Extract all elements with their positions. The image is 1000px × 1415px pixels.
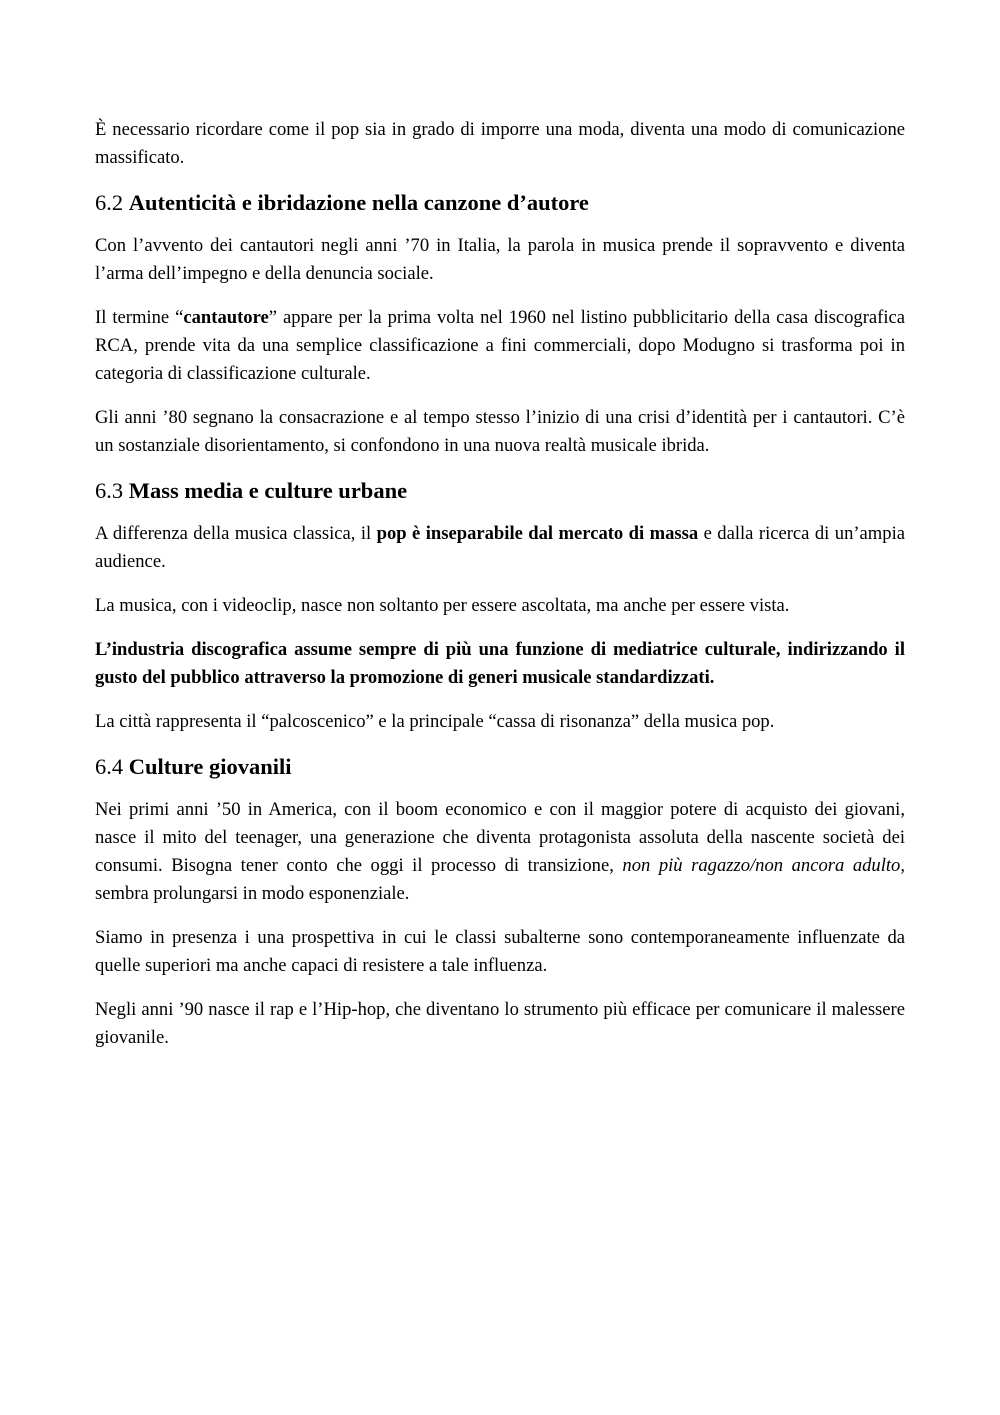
- text-run: e dalla ricerca di un’ampia audience.: [95, 523, 905, 572]
- text-run: Nei primi anni ’50 in America, con il boom economico e con il maggior potere di acquisto dei giovani, nasce il mito del teenager, una generazione che diventa protagonista assoluta della nascente società dei consumi. Bisogna tener conto che oggi il processo di transizione,: [95, 799, 905, 876]
- italic-phrase: non più ragazzo/non ancora adulto: [622, 855, 901, 876]
- section-title: Mass media e culture urbane: [128, 478, 408, 503]
- bold-term: cantautore: [183, 307, 269, 328]
- text-run: Il termine “: [95, 307, 184, 328]
- text-run: ” appare per la prima volta nel 1960 nel listino pubblicitario della casa discografica RCA, prende vita da una semplice classificazione a fini commerciali, dopo Modugno si trasforma poi in categoria di classificazione culturale.: [95, 307, 906, 384]
- text-run: , sembra prolungarsi in modo esponenziale.: [95, 855, 905, 904]
- section-number: 6.2: [95, 190, 124, 215]
- document-page: [95, 116, 905, 1068]
- section-number: 6.4: [95, 754, 124, 779]
- paragraph-pop-fashion: È necessario ricordare come il pop sia in grado di imporre una moda, diventa una modo di comunicazione massificato.: [95, 119, 905, 168]
- paragraph-videoclip: La musica, con i videoclip, nasce non soltanto per essere ascoltata, ma anche per essere vista.: [95, 595, 790, 616]
- paragraph-rap-hiphop: Negli anni ’90 nasce il rap e l’Hip-hop, che diventano lo strumento più efficace per comunicare il malessere giovanile.: [95, 999, 905, 1048]
- section-heading-6-2: [95, 188, 905, 218]
- paragraph-classi-subalterne: Siamo in presenza i una prospettiva in cui le classi subalterne sono contemporaneamente influenzate da quelle superiori ma anche capaci di resistere a tale influenza.: [95, 927, 905, 976]
- paragraph-industria-discografica: L’industria discografica assume sempre di più una funzione di mediatrice culturale, indirizzando il gusto del pubblico attraverso la promozione di generi musicale standardizzati.: [95, 639, 905, 688]
- section-number: 6.3: [95, 478, 124, 503]
- paragraph-cantautore-term: [95, 304, 905, 388]
- section-title: Culture giovanili: [128, 754, 292, 779]
- section-heading-6-3: [95, 476, 905, 506]
- paragraph-anni-80: Gli anni ’80 segnano la consacrazione e al tempo stesso l’inizio di una crisi d’identità per i cantautori. C’è un sostanziale disorientamento, si confondono in una nuova realtà musicale ibrida.: [95, 407, 905, 456]
- paragraph-cantautori-70: Con l’avvento dei cantautori negli anni ’70 in Italia, la parola in musica prende il sopravvento e diventa l’arma dell’impegno e della denuncia sociale.: [95, 235, 905, 284]
- section-heading-6-4: [95, 752, 905, 782]
- paragraph-teenager: [95, 796, 905, 908]
- paragraph-pop-mercato: [95, 520, 905, 576]
- section-title: Autenticità e ibridazione nella canzone d’autore: [128, 190, 589, 215]
- text-run: A differenza della musica classica, il: [95, 523, 377, 544]
- paragraph-citta: La città rappresenta il “palcoscenico” e la principale “cassa di risonanza” della musica pop.: [95, 711, 775, 732]
- bold-phrase: pop è inseparabile dal mercato di massa: [376, 523, 699, 544]
